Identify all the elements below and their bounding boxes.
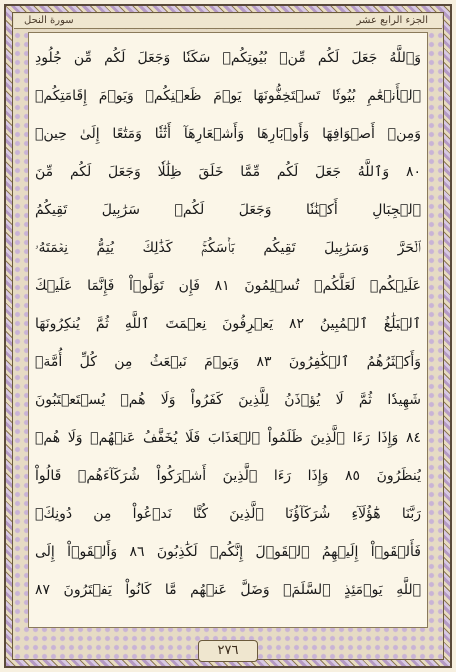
juz-label: الجزء الرابع عشر [356, 15, 428, 26]
text-line-8: ٱلۡبَلَٰغُ ٱلۡمُبِينُ ٨٢ يَعۡرِفُونَ نِعۡمَتَ ٱللَّهِ ثُمَّ يُنكِرُونَهَا [35, 316, 421, 332]
text-line-4: ٨٠ وَٱللَّهُ جَعَلَ لَكُم مِّمَّا خَلَقَ ظِلَٰلٗا وَجَعَلَ لَكُم مِّنَ [35, 164, 421, 180]
text-line-9: وَأَكۡثَرُهُمُ ٱلۡكَٰفِرُونَ ٨٣ وَيَوۡمَ نَبۡعَثُ مِن كُلِّ أُمَّةٖ [35, 354, 421, 370]
text-line-14: فَأَلۡقَوۡاْ إِلَيۡهِمُ ٱلۡقَوۡلَ إِنَّكُمۡ لَكَٰذِبُونَ ٨٦ وَأَلۡقَوۡاْ إِلَى [35, 544, 421, 560]
surah-name: سورة النحل [24, 15, 74, 26]
text-line-3: وَمِنۡ أَصۡوَافِهَا وَأَوۡبَارِهَا وَأَشۡعَارِهَآ أَثَٰثٗا وَمَتَٰعًا إِلَىٰ حِينٖ [35, 126, 421, 142]
page-header [14, 14, 442, 29]
text-line-6: ٱلۡحَرَّ وَسَرَٰبِيلَ تَقِيكُم بَأۡسَكُمۡۚ كَذَٰلِكَ يُتِمُّ نِعۡمَتَهُۥ [35, 240, 421, 256]
text-line-5: ٱلۡجِبَالِ أَكۡنَٰنٗا وَجَعَلَ لَكُمۡ سَرَٰبِيلَ تَقِيكُمُ [35, 202, 421, 218]
text-line-11: ٨٤ وَإِذَا رَءَا ٱلَّذِينَ ظَلَمُواْ ٱلۡعَذَابَ فَلَا يُخَفَّفُ عَنۡهُمۡ وَلَا هُمۡ [35, 430, 421, 446]
text-line-7: عَلَيۡكُمۡ لَعَلَّكُمۡ تُسۡلِمُونَ ٨١ فَإِن تَوَلَّوۡاْ فَإِنَّمَا عَلَيۡكَ [35, 278, 421, 294]
text-line-10: شَهِيدٗا ثُمَّ لَا يُؤۡذَنُ لِلَّذِينَ كَفَرُواْ وَلَا هُمۡ يُسۡتَعۡتَبُونَ [35, 392, 421, 408]
text-line-12: يُنظَرُونَ ٨٥ وَإِذَا رَءَا ٱلَّذِينَ أَشۡرَكُواْ شُرَكَآءَهُمۡ قَالُواْ [35, 468, 421, 484]
text-line-13: رَبَّنَا هَٰٓؤُلَآءِ شُرَكَآؤُنَا ٱلَّذِينَ كُنَّا نَدۡعُواْ مِن دُونِكَۖ [35, 506, 421, 522]
text-line-2: ٱلۡأَنۡعَٰمِ بُيُوتٗا تَسۡتَخِفُّونَهَا يَوۡمَ ظَعۡنِكُمۡ وَيَوۡمَ إِقَامَتِكُمۡ [35, 88, 421, 104]
text-line-15: ٱللَّهِ يَوۡمَئِذٍ ٱلسَّلَمَۖ وَضَلَّ عَنۡهُم مَّا كَانُواْ يَفۡتَرُونَ ٨٧ [35, 582, 421, 598]
page-number: ٢٧٦ [198, 640, 258, 662]
text-line-1: وَٱللَّهُ جَعَلَ لَكُم مِّنۢ بُيُوتِكُمۡ سَكَنٗا وَجَعَلَ لَكُم مِّن جُلُودِ [35, 50, 421, 66]
quran-text-area [28, 32, 428, 628]
